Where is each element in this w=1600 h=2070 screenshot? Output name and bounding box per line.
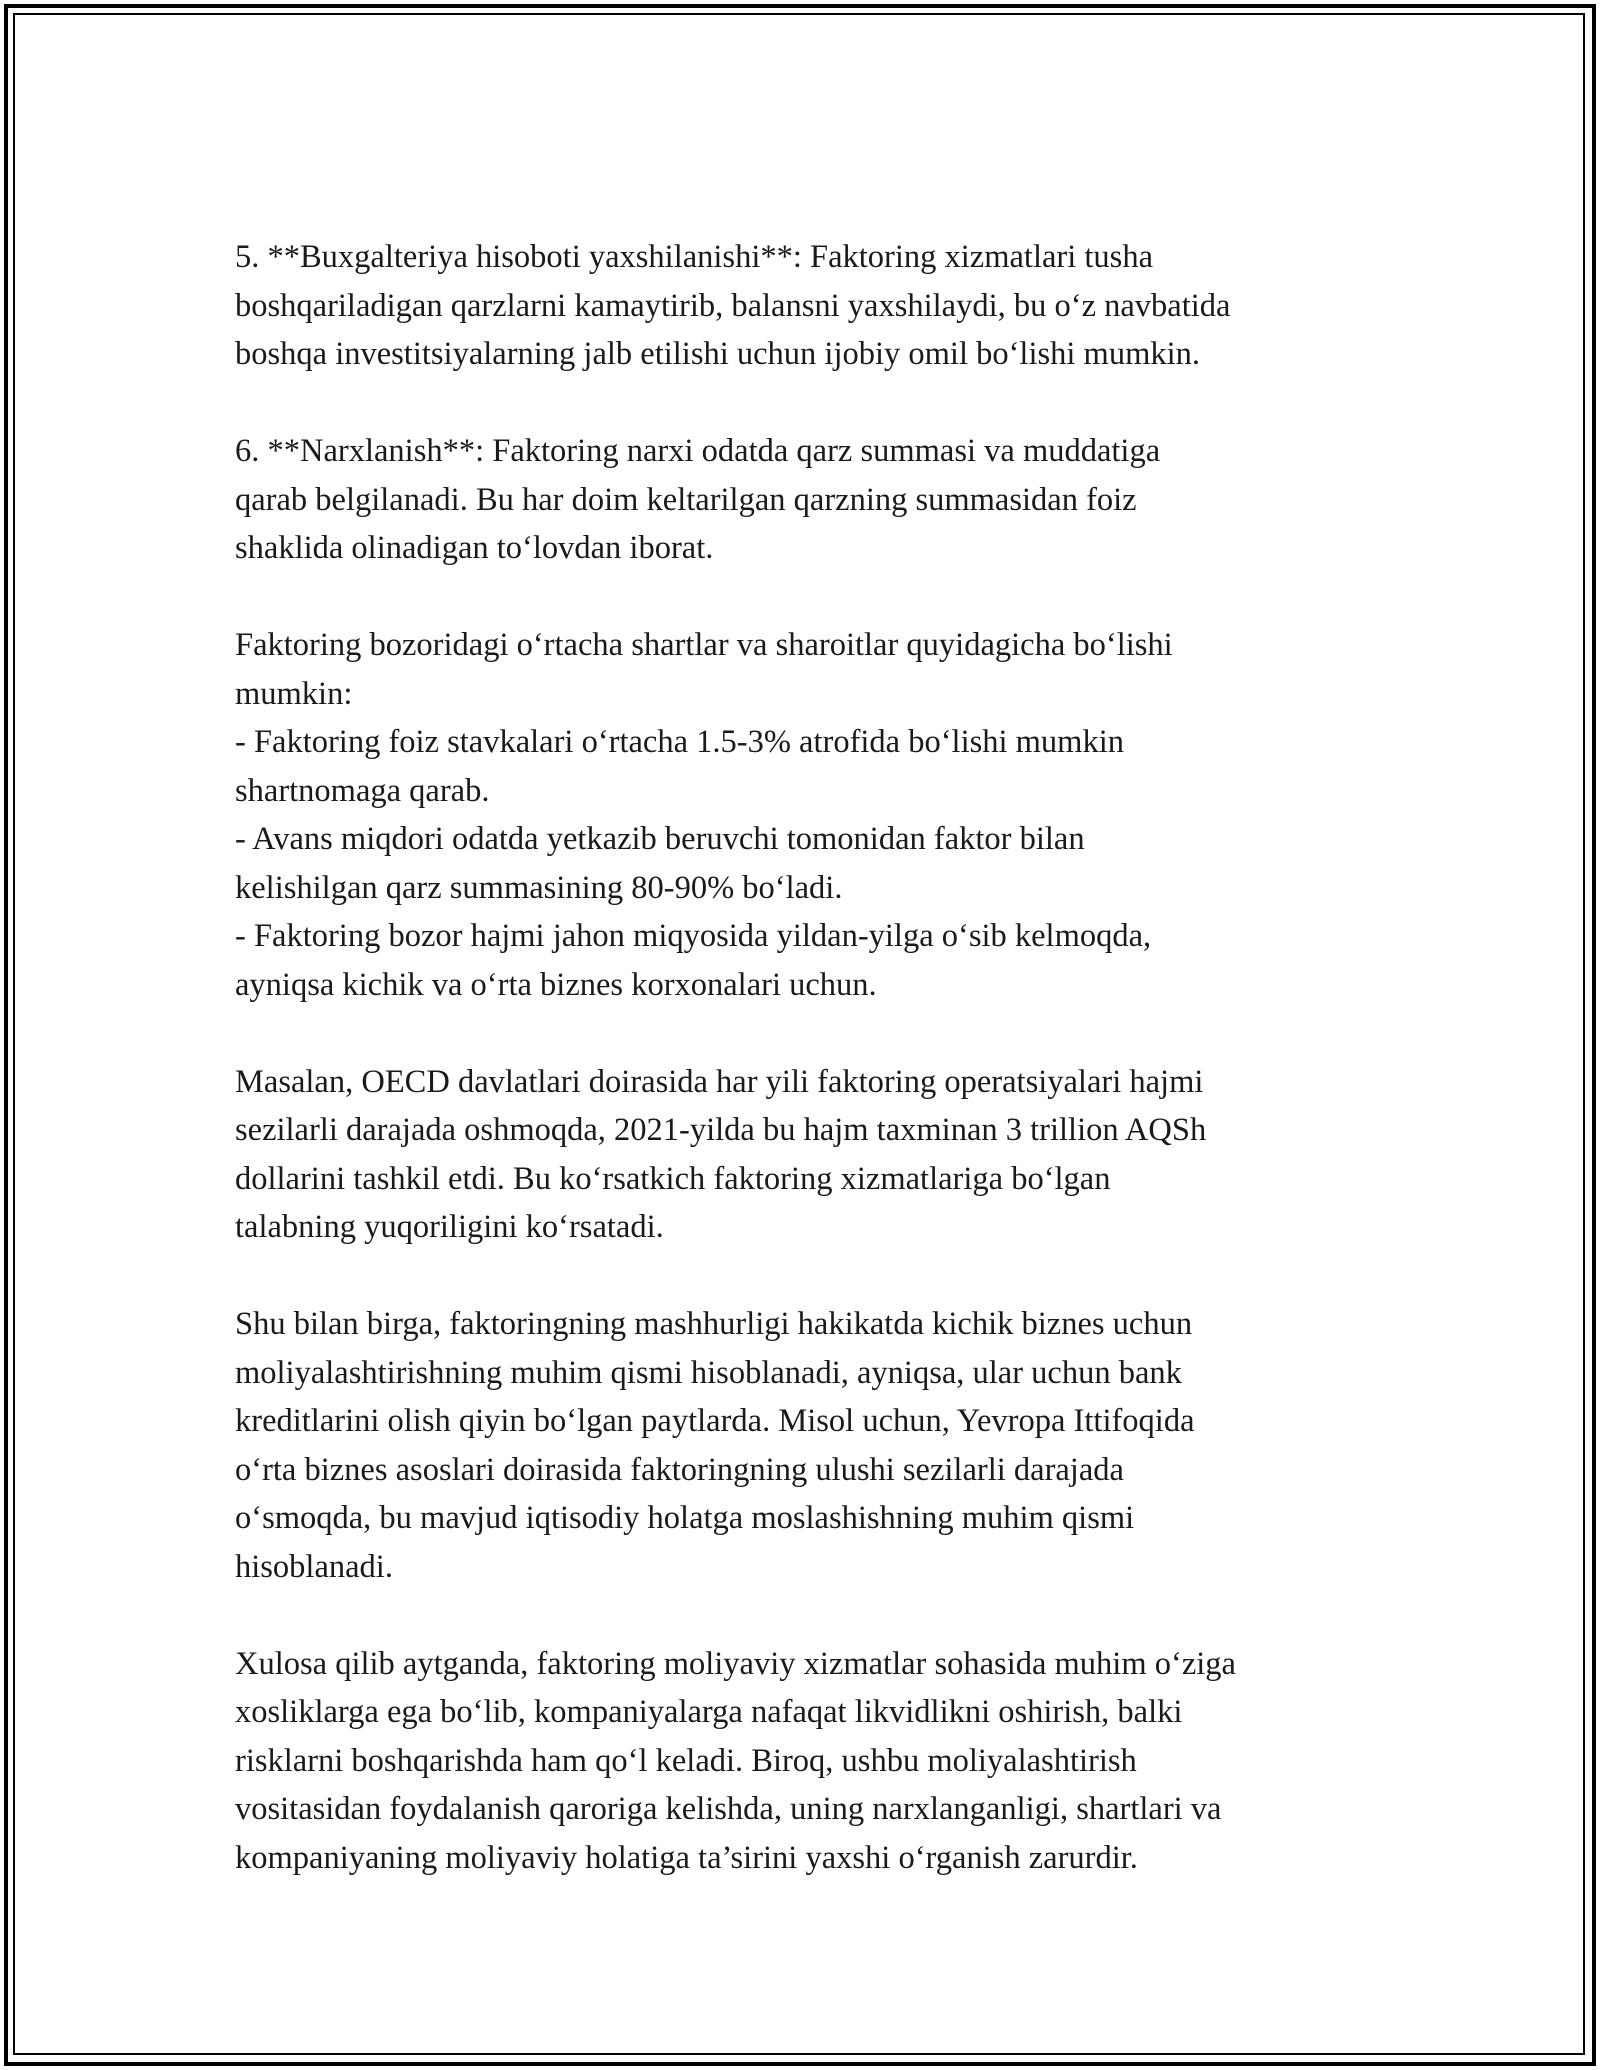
paragraph-pricing xyxy=(235,427,1385,573)
text-line: talabning yuqoriligini ko‘rsatadi. xyxy=(235,1209,664,1245)
text-line: Faktoring bozoridagi o‘rtacha shartlar va sharoitlar quyidagicha bo‘lishi xyxy=(235,627,1173,663)
text-line: xosliklarga ega bo‘lib, kompaniyalarga nafaqat likvidlikni oshirish, balki xyxy=(235,1694,1183,1730)
text-line: Shu bilan birga, faktoringning mashhurligi hakikatda kichik biznes uchun xyxy=(235,1306,1193,1342)
text-line: dollarini tashkil etdi. Bu ko‘rsatkich faktoring xizmatlariga bo‘lgan xyxy=(235,1160,1111,1197)
paragraph-accounting xyxy=(235,233,1385,379)
text-line: 5. **Buxgalteriya hisoboti yaxshilanishi**: Faktoring xizmatlari tusha xyxy=(235,239,1153,275)
text-line: mumkin: xyxy=(235,675,353,712)
text-line: boshqa investitsiyalarning jalb etilishi uchun ijobiy omil bo‘lishi mumkin. xyxy=(235,336,1201,372)
document-body xyxy=(235,233,1385,1882)
text-line: kreditlarini olish qiyin bo‘lgan paytlarda. Misol uchun, Yevropa Ittifoqida xyxy=(235,1403,1195,1439)
text-line: vositasidan foydalanish qaroriga kelishda, uning narxlanganligi, shartlari va xyxy=(235,1791,1222,1827)
text-line: 6. **Narxlanish**: Faktoring narxi odatda qarz summasi va muddatiga xyxy=(235,433,1161,469)
text-line: Masalan, OECD davlatlari doirasida har yili faktoring operatsiyalari hajmi xyxy=(235,1063,1204,1100)
paragraph-small-business xyxy=(235,1300,1385,1591)
paragraph-conclusion xyxy=(235,1640,1385,1883)
text-line: hisoblanadi. xyxy=(235,1548,393,1585)
text-line: o‘rta biznes asoslari doirasida faktoringning ulushi sezilarli darajada xyxy=(235,1451,1124,1488)
text-line: shartnomaga qarab. xyxy=(235,772,490,809)
text-line: - Avans miqdori odatda yetkazib beruvchi tomonidan faktor bilan xyxy=(235,821,1085,857)
text-line: moliyalashtirishning muhim qismi hisoblanadi, ayniqsa, ular uchun bank xyxy=(235,1354,1182,1391)
paragraph-oecd xyxy=(235,1058,1385,1252)
text-line: kelishilgan qarz summasining 80-90% bo‘ladi. xyxy=(235,869,843,906)
text-line: ayniqsa kichik va o‘rta biznes korxonalari uchun. xyxy=(235,966,877,1003)
text-line: sezilarli darajada oshmoqda, 2021-yilda bu hajm taxminan 3 trillion AQSh xyxy=(235,1112,1207,1148)
text-line: shaklida olinadigan to‘lovdan iborat. xyxy=(235,530,714,566)
text-line: - Faktoring bozor hajmi jahon miqyosida yildan-yilga o‘sib kelmoqda, xyxy=(235,918,1152,954)
text-line: risklarni boshqarishda ham qo‘l keladi. Biroq, ushbu moliyalashtirish xyxy=(235,1742,1137,1779)
text-line: boshqariladigan qarzlarni kamaytirib, balansni yaxshilaydi, bu o‘z navbatida xyxy=(235,287,1231,324)
text-line: - Faktoring foiz stavkalari o‘rtacha 1.5-3% atrofida bo‘lishi mumkin xyxy=(235,724,1124,760)
text-line: o‘smoqda, bu mavjud iqtisodiy holatga moslashishning muhim qismi xyxy=(235,1500,1135,1536)
paragraph-market-terms xyxy=(235,621,1385,1009)
text-line: Xulosa qilib aytganda, faktoring moliyaviy xizmatlar sohasida muhim o‘ziga xyxy=(235,1645,1236,1682)
text-line: kompaniyaning moliyaviy holatiga ta’sirini yaxshi o‘rganish zarurdir. xyxy=(235,1839,1138,1876)
text-line: qarab belgilanadi. Bu har doim keltarilgan qarzning summasidan foiz xyxy=(235,481,1137,518)
